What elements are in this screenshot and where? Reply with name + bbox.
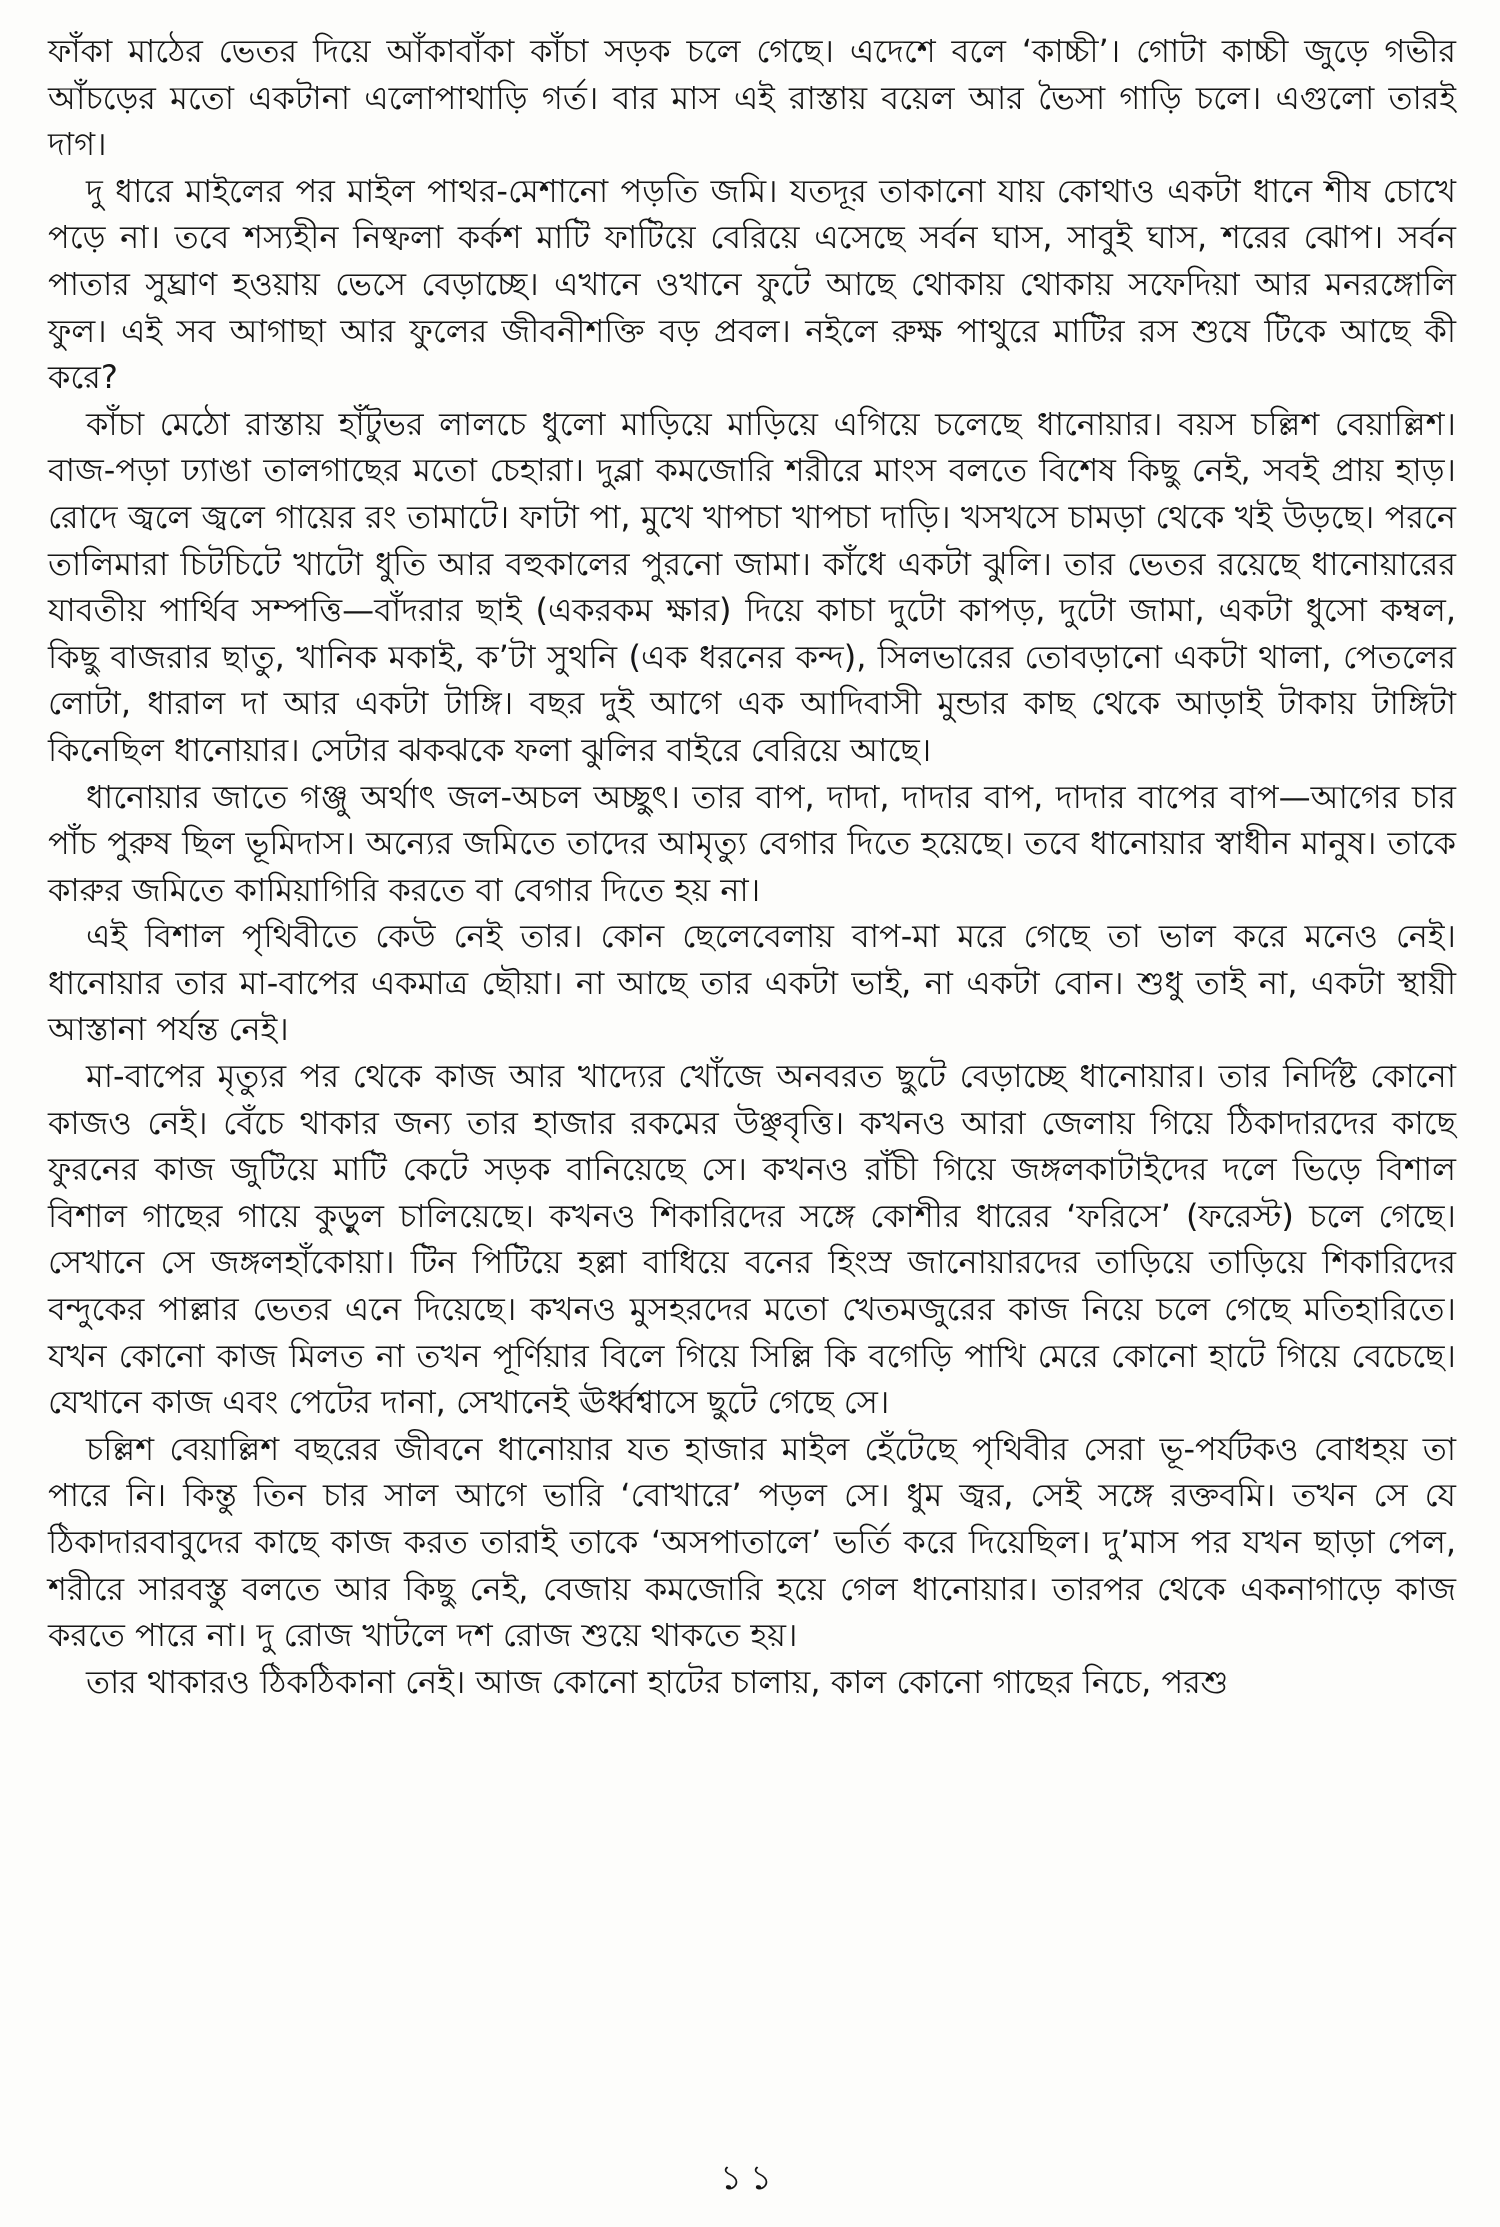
paragraph-8: তার থাকারও ঠিকঠিকানা নেই। আজ কোনো হাটের চালায়, কাল কোনো গাছের নিচে, পরশু <box>86 1662 1229 1701</box>
paragraph-1: ফাঁকা মাঠের ভেতর দিয়ে আঁকাবাঁকা কাঁচা সড়ক চলে গেছে। এদেশে বলে ‘কাচ্চী’। গোটা কাচ্চী জুড়ে গভীর আঁচড়ের মতো একটানা এলোপাথাড়ি গর্ত। বার মাস এই রাস্তায় বয়েল আর ভৈসা গাড়ি চলে। এগুলো তারই দাগ। <box>48 32 1456 164</box>
page-number: ১১ <box>719 2158 781 2198</box>
paragraph-6: মা-বাপের মৃত্যুর পর থেকে কাজ আর খাদ্যের খোঁজে অনবরত ছুটে বেড়াচ্ছে ধানোয়ার। তার নির্দিষ্ট কোনো কাজও নেই। বেঁচে থাকার জন্য তার হাজার রকমের উঞ্ছবৃত্তি। কখনও আরা জেলায় গিয়ে ঠিকাদারদের কাছে ফুরনের কাজ জুটিয়ে মাটি কেটে সড়ক বানিয়েছে সে। কখনও রাঁচী গিয়ে জঙ্গলকাটাইদের দলে ভিড়ে বিশাল বিশাল গাছের গায়ে কুড়ুল চালিয়েছে। কখনও শিকারিদের সঙ্গে কোশীর ধারের ‘ফরিসে’ (ফরেস্ট) চলে গেছে। সেখানে সে জঙ্গলহাঁকোয়া। টিন পিটিয়ে হল্লা বাধিয়ে বনের হিংস্র জানোয়ারদের তাড়িয়ে তাড়িয়ে শিকারিদের বন্দুকের পাল্লার ভেতর এনে দিয়েছে। কখনও মুসহরদের মতো খেতমজুরের কাজ নিয়ে চলে গেছে মতিহারিতে। যখন কোনো কাজ মিলত না তখন পূর্ণিয়ার বিলে গিয়ে সিল্লি কি বগেড়ি পাখি মেরে কোনো হাটে গিয়ে বেচেছে। যেখানে কাজ এবং পেটের দানা, সেখানেই ঊর্ধ্বশ্বাসে ছুটে গেছে সে। <box>48 1057 1456 1422</box>
paragraph-4: ধানোয়ার জাতে গঞ্জু অর্থাৎ জল-অচল অচ্ছুৎ। তার বাপ, দাদা, দাদার বাপ, দাদার বাপের বাপ—আগের চার পাঁচ পুরুষ ছিল ভূমিদাস। অন্যের জমিতে তাদের আমৃত্যু বেগার দিতে হয়েছে। তবে ধানোয়ার স্বাধীন মানুষ। তাকে কারুর জমিতে কামিয়াগিরি করতে বা বেগার দিতে হয় না। <box>48 777 1456 909</box>
paragraph-3: কাঁচা মেঠো রাস্তায় হাঁটুভর লালচে ধুলো মাড়িয়ে মাড়িয়ে এগিয়ে চলেছে ধানোয়ার। বয়স চল্লিশ বেয়াল্লিশ। বাজ-পড়া ঢ্যাঙা তালগাছের মতো চেহারা। দুব্লা কমজোরি শরীরে মাংস বলতে বিশেষ কিছু নেই, সবই প্রায় হাড়। রোদে জ্বলে জ্বলে গায়ের রং তামাটে। ফাটা পা, মুখে খাপচা খাপচা দাড়ি। খসখসে চামড়া থেকে খই উড়ছে। পরনে তালিমারা চিটচিটে খাটো ধুতি আর বহুকালের পুরনো জামা। কাঁধে একটা ঝুলি। তার ভেতর রয়েছে ধানোয়ারের যাবতীয় পার্থিব সম্পত্তি—বাঁদরার ছাই (একরকম ক্ষার) দিয়ে কাচা দুটো কাপড়, দুটো জামা, একটা ধুসো কম্বল, কিছু বাজরার ছাতু, খানিক মকাই, ক’টা সুথনি (এক ধরনের কন্দ), সিলভারের তোবড়ানো একটা থালা, পেতলের লোটা, ধারাল দা আর একটা টাঙ্গি। বছর দুই আগে এক আদিবাসী মুন্ডার কাছ থেকে আড়াই টাকায় টাঙ্গিটা কিনেছিল ধানোয়ার। সেটার ঝকঝকে ফলা ঝুলির বাইরে বেরিয়ে আছে। <box>48 404 1456 769</box>
body-text <box>48 28 1456 1705</box>
paragraph-7: চল্লিশ বেয়াল্লিশ বছরের জীবনে ধানোয়ার যত হাজার মাইল হেঁটেছে পৃথিবীর সেরা ভূ-পর্যটকও বোধহয় তা পারে নি। কিন্তু তিন চার সাল আগে ভারি ‘বোখারে’ পড়ল সে। ধুম জ্বর, সেই সঙ্গে রক্তবমি। তখন সে যে ঠিকাদারবাবুদের কাছে কাজ করত তারাই তাকে ‘অসপাতালে’ ভর্তি করে দিয়েছিল। দু’মাস পর যখন ছাড়া পেল, শরীরে সারবস্তু বলতে আর কিছু নেই, বেজায় কমজোরি হয়ে গেল ধানোয়ার। তারপর থেকে একনাগাড়ে কাজ করতে পারে না। দু রোজ খাটলে দশ রোজ শুয়ে থাকতে হয়। <box>48 1429 1456 1655</box>
paragraph-2: দু ধারে মাইলের পর মাইল পাথর-মেশানো পড়তি জমি। যতদূর তাকানো যায় কোথাও একটা ধানে শীষ চোখে পড়ে না। তবে শস্যহীন নিষ্ফলা কর্কশ মাটি ফাটিয়ে বেরিয়ে এসেছে সর্বন ঘাস, সাবুই ঘাস, শরের ঝোপ। সর্বন পাতার সুঘ্রাণ হওয়ায় ভেসে বেড়াচ্ছে। এখানে ওখানে ফুটে আছে থোকায় থোকায় সফেদিয়া আর মনরঙ্গোলি ফুল। এই সব আগাছা আর ফুলের জীবনীশক্তি বড় প্রবল। নইলে রুক্ষ পাথুরে মাটির রস শুষে টিকে আছে কী করে? <box>48 171 1456 397</box>
paragraph-5: এই বিশাল পৃথিবীতে কেউ নেই তার। কোন ছেলেবেলায় বাপ-মা মরে গেছে তা ভাল করে মনেও নেই। ধানোয়ার তার মা-বাপের একমাত্র ছৌয়া। না আছে তার একটা ভাই, না একটা বোন। শুধু তাই না, একটা স্থায়ী আস্তানা পর্যন্ত নেই। <box>48 917 1456 1049</box>
